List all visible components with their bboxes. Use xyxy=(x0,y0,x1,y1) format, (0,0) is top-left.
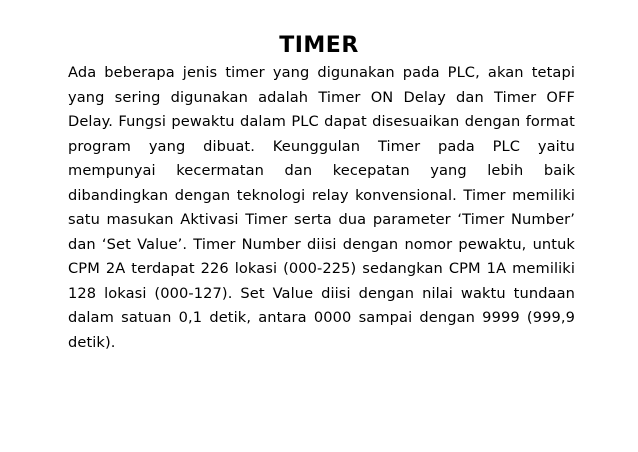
slide-title: TIMER xyxy=(279,33,359,58)
slide-body-paragraph: Ada beberapa jenis timer yang digunakan pada PLC, akan tetapi yang sering digunakan adalah Timer ON Delay dan Timer OFF Delay. Fungsi pewaktu dalam PLC dapat disesuaikan dengan format program yang dibuat. Keunggulan Timer pada PLC yaitu mempunyai kecermatan dan kecepatan yang lebih baik dibandingkan dengan teknologi relay konvensional. Timer memiliki satu masukan Aktivasi Timer serta dua parameter ‘Timer Number’ dan ‘Set Value’. Timer Number diisi dengan nomor pewaktu, untuk CPM 2A terdapat 226 lokasi (000-225) sedangkan CPM 1A memiliki 128 lokasi (000-127). Set Value diisi dengan nilai waktu tundaan dalam satuan 0,1 detik, antara 0000 sampai dengan 9999 (999,9 detik). xyxy=(68,64,575,351)
